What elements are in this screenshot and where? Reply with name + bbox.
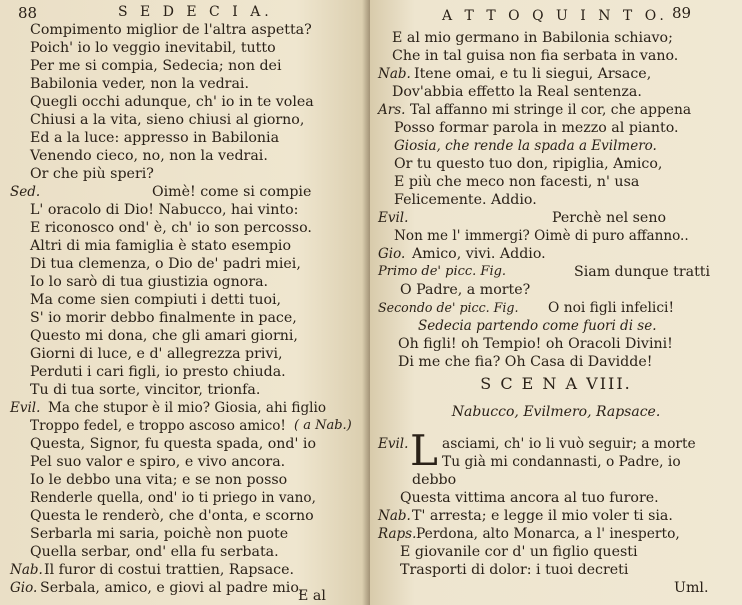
stage-direction: Sedecia partendo come fuori di se. — [418, 318, 657, 334]
text-line: Renderle quella, ond' io ti priego in vano, — [30, 490, 316, 506]
running-head: S E D E C I A. — [118, 4, 273, 20]
text-line: Ma come sien compiuti i detti tuoi, — [30, 292, 282, 308]
text-line: Di tua clemenza, o Dio de' padri miei, — [30, 256, 301, 272]
speaker-label: Gio. — [10, 580, 38, 596]
text-line: Oimè! come si compie — [152, 184, 312, 200]
text-line: Posso formar parola in mezzo al pianto. — [394, 120, 679, 136]
running-head: A T T O Q U I N T O. — [442, 8, 668, 24]
page-number: 88 — [18, 4, 38, 22]
speaker-label: Raps. — [378, 526, 417, 542]
text-line: Siam dunque tratti — [574, 264, 711, 280]
speaker-label: Evil. — [378, 436, 409, 452]
speaker-label: Evil. — [10, 400, 41, 416]
speaker-label: Nab. — [10, 562, 43, 578]
text-line: Questa vittima ancora al tuo furore. — [400, 490, 659, 506]
text-line: debbo — [412, 472, 457, 488]
text-line: Tu già mi condannasti, o Padre, io — [442, 454, 681, 470]
text-line: Pel suo valor e spiro, e vivo ancora. — [30, 454, 286, 470]
text-line: Felicemente. Addio. — [394, 192, 537, 208]
text-line: Oh figli! oh Tempio! oh Oracoli Divini! — [398, 336, 673, 352]
left-page — [0, 0, 370, 605]
text-line: Di me che fia? Oh Casa di Davidde! — [398, 354, 653, 370]
text-line: Perduti i cari figli, io presto chiuda. — [30, 364, 286, 380]
catchword: Uml. — [674, 580, 709, 596]
page-number: 89 — [672, 4, 692, 22]
speaker-label: Ars. — [378, 102, 406, 118]
text-line: O noi figli infelici! — [548, 300, 675, 316]
text-line: Venendo cieco, no, non la vedrai. — [30, 148, 268, 164]
right-page — [370, 0, 742, 605]
text-line: Or tu questo tuo don, ripiglia, Amico, — [394, 156, 663, 172]
speaker-label: Evil. — [378, 210, 409, 226]
text-line: Io le debbo una vita; e se non posso — [30, 472, 288, 488]
text-line: O Padre, a morte? — [400, 282, 531, 298]
text-line: Tal affanno mi stringe il cor, che appena — [410, 102, 692, 118]
text-line: E riconosco ond' è, ch' io son percosso. — [30, 220, 312, 236]
text-line: Trasporti di dolor: i tuoi decreti — [400, 562, 629, 578]
drop-cap: L — [410, 426, 438, 475]
text-line: Che in tal guisa non fia serbata in vano. — [392, 48, 679, 64]
text-line: Compimento miglior de l'altra aspetta? — [30, 22, 312, 38]
text-line: Giorni di luce, e d' allegrezza privi, — [30, 346, 283, 362]
text-line: Ma che stupor è il mio? Giosia, ahi figlio — [48, 400, 327, 416]
text-line: Serbala, amico, e giovi al padre mio, — [40, 580, 304, 596]
text-line: Ed a la luce: appresso in Babilonia — [30, 130, 280, 146]
text-line: L' oracolo di Dio! Nabucco, hai vinto: — [30, 202, 299, 218]
speaker-label: Secondo de' picc. Fig. — [378, 300, 519, 315]
scene-characters: Nabucco, Evilmero, Rapsace. — [451, 404, 661, 420]
text-line: T' arresta; e legge il mio voler ti sia. — [412, 508, 673, 524]
text-line: Questa, Signor, fu questa spada, ond' io — [30, 436, 316, 452]
text-line: Chiusi a la vita, sieno chiusi al giorno, — [30, 112, 305, 128]
text-line: Babilonia veder, non la vedrai. — [30, 76, 249, 92]
text-line: Quella serbar, ond' ella fu serbata. — [30, 544, 279, 560]
text-line: Perchè nel seno — [552, 210, 667, 226]
text-line: Questa le renderò, che d'onta, e scorno — [30, 508, 314, 524]
catchword: E al — [298, 588, 326, 604]
text-line: E giovanile cor d' un figlio questi — [400, 544, 638, 560]
text-line: Per me si compia, Sedecia; non dei — [30, 58, 282, 74]
text-line: E più che meco non facesti, n' usa — [394, 174, 640, 190]
text-line: Quegli occhi adunque, ch' io in te volea — [30, 94, 314, 110]
text-line: Questo mi dona, che gli amari giorni, — [30, 328, 298, 344]
text-line: Perdona, alto Monarca, a l' inesperto, — [416, 526, 680, 542]
text-line: Amico, vivi. Addio. — [412, 246, 546, 262]
text-line: Itene omai, e tu li siegui, Arsace, — [414, 66, 652, 82]
speaker-label: Primo de' picc. Fig. — [378, 264, 507, 279]
text-line: Or che più speri? — [30, 166, 154, 182]
text-line: Troppo fedel, e troppo ascoso amico! — [30, 418, 286, 434]
stage-direction: ( a Nab.) — [294, 418, 352, 433]
text-line: Altri di mia famiglia è stato esempio — [30, 238, 292, 254]
text-line: Io lo sarò di tua giustizia ognora. — [30, 274, 269, 290]
speaker-label: Nab. — [378, 508, 411, 524]
speaker-label: Nab. — [378, 66, 411, 82]
text-line: S' io morir debbo finalmente in pace, — [30, 310, 297, 326]
speaker-label: Sed. — [10, 184, 41, 200]
text-line: Tu di tua sorte, vincitor, trionfa. — [30, 382, 261, 398]
speaker-label: Gio. — [378, 246, 406, 262]
text-line: Il furor di costui trattien, Rapsace. — [44, 562, 295, 578]
text-line: asciami, ch' io li vuò seguir; a morte — [442, 436, 696, 452]
scene-title: S C E N A VIII. — [480, 374, 632, 393]
stage-direction: Giosia, che rende la spada a Evilmero. — [394, 138, 657, 154]
text-line: Dov'abbia effetto la Real sentenza. — [392, 84, 642, 100]
text-line: Non me l' immergi? Oimè di puro affanno.. — [394, 228, 689, 244]
text-line: Poich' io lo veggio inevitabil, tutto — [30, 40, 276, 56]
text-line: E al mio germano in Babilonia schiavo; — [392, 30, 673, 46]
text-line: Serbarla mi saria, poichè non puote — [30, 526, 289, 542]
